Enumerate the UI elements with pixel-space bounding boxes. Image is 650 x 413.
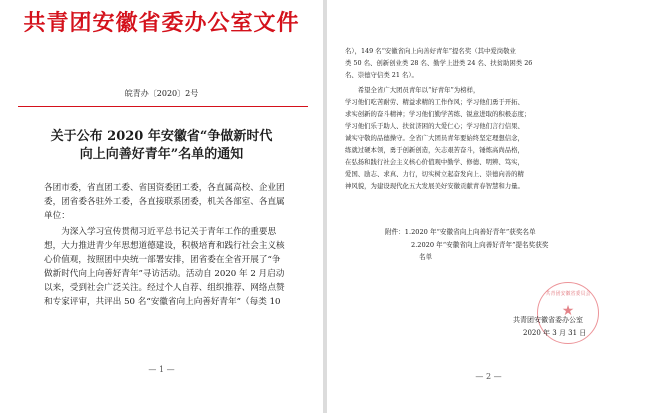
seal-star-icon: ★ [561, 303, 575, 319]
body-line: 单位： [44, 211, 70, 221]
body-line: 爱国、励志、求真、力行，切实树立起奋发向上、崇德向善的精 [345, 170, 524, 178]
red-header: 共青团安徽省委办公室文件 [23, 10, 300, 36]
body-line: 委，团省委各驻外工委，各直接联系团委，机关各部室、各直属 [44, 197, 285, 207]
body-line: 和专家评审，共评出 50 名“安徽省向上向善好青年”（每类 10 [44, 297, 281, 307]
body-line: 练就过硬本领，勇于创新创造，矢志艰苦奋斗，锤炼高尚品格， [345, 146, 524, 154]
attachment-line-3: 名单 [419, 253, 433, 261]
page-right [327, 0, 650, 413]
body-line: 希望全省广大团员青年以“好青年”为榜样， [345, 86, 480, 94]
body-line: 类 50 名、创新创业类 28 名、勤学上进类 24 名、扶贫助困类 26 [345, 59, 533, 67]
body-line: 各团市委，省直团工委、省国资委团工委，各直属高校、企业团 [44, 183, 285, 193]
attachment-line-1: 附件：1.2020 年“安徽省向上向善好青年”获奖名单 [385, 228, 536, 236]
body-line: 心价值观，按照团中央统一部署安排，团省委在全省开展了“争 [44, 255, 281, 265]
document-number: 皖青办〔2020〕2号 [124, 89, 199, 98]
signature-org: 共青团安徽省委办公室 [513, 316, 583, 324]
body-line: 名、崇德守信类 21 名）。 [345, 71, 418, 79]
body-line: 在弘扬和践行社会主义核心价值观中勤学、修德、明辨、笃实， [345, 158, 524, 166]
body-line: 求实创新的奋斗精神；学习他们勤学苦练、锐意进取的积极态度； [345, 110, 531, 118]
body-line: 为深入学习宣传贯彻习近平总书记关于青年工作的重要思 [44, 227, 277, 237]
attachment-line-2: 2.2020 年“安徽省向上向善好青年”提名奖获奖 [411, 241, 549, 249]
body-line: 神风貌，为建设现代化五大发展美好安徽贡献青春智慧和力量。 [345, 182, 524, 190]
body-line: 想，大力推进青少年思想道德建设，积极培育和践行社会主义核 [44, 241, 285, 251]
page-left [0, 0, 323, 413]
body-line: 名），149 名“安徽省向上向善好青年”提名奖（其中爱岗敬业 [345, 47, 516, 55]
body-line: 做新时代向上向善好青年”寻访活动。活动自 2020 年 2 月启动 [44, 269, 285, 279]
document-title-line-2: 向上向善好青年”名单的通知 [79, 147, 244, 162]
signature-date: 2020 年 3 月 31 日 [523, 329, 587, 337]
red-divider [18, 106, 308, 107]
body-line: 学习他们乐于助人、扶贫济困的大爱仁心；学习他们言行信果、 [345, 122, 524, 130]
document-title-line-1: 关于公布 2020 年安徽省“争做新时代 [50, 129, 273, 144]
seal-text: 共青团安徽省委员会 [545, 291, 591, 297]
body-line: 诚实守敬的品德操守。全省广大团员青年要始终坚定理想信念， [345, 134, 524, 142]
body-line: 以来，受到社会广泛关注。经过个人自荐、组织推荐、网络点赞 [44, 283, 285, 293]
page-number: — 1 — [148, 365, 175, 374]
page-number: — 2 — [475, 372, 502, 381]
body-line: 学习他们吃苦耐劳、精益求精的工作作风；学习他们勇于开拓、 [345, 98, 524, 106]
